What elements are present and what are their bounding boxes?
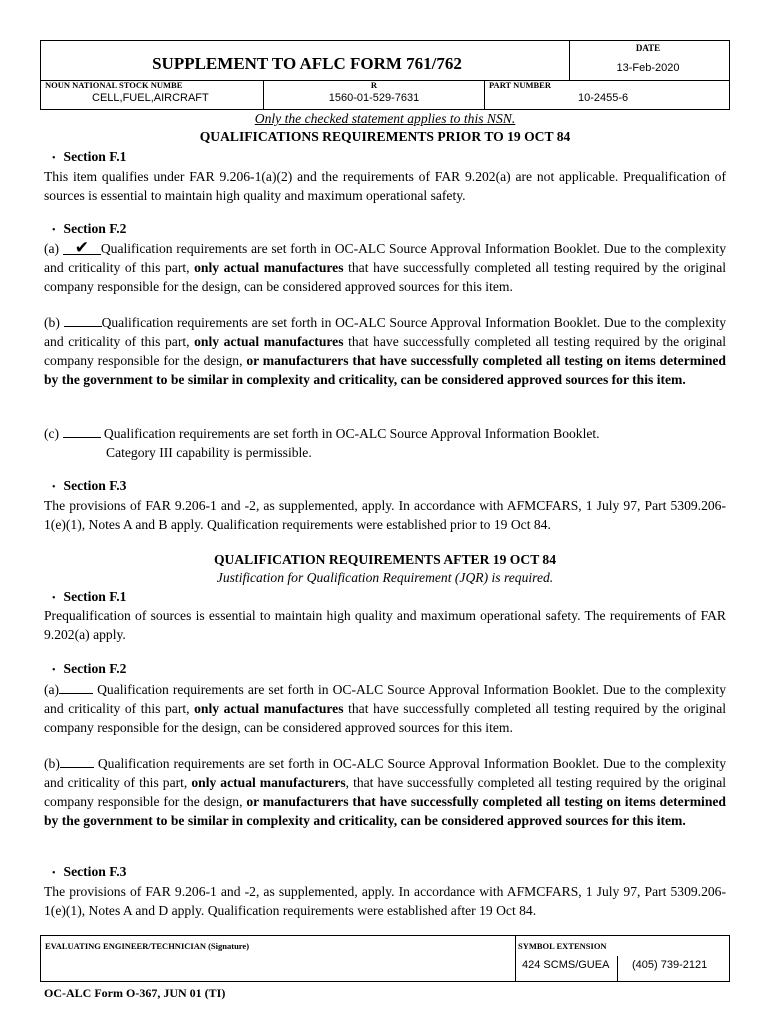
section-title: Section F.1 — [63, 149, 127, 164]
option-text: , that have successfully completed all testing required by the original company responsible for the design, — [44, 775, 726, 809]
applicability-note-text: Only the checked statement applies to this NSN. — [254, 111, 516, 126]
engineer-signature-field[interactable] — [44, 954, 512, 980]
part-number-value: 10-2455-6 — [578, 92, 629, 104]
option-bold-text: only actual manufacturers — [191, 775, 346, 790]
prior-section-f1-title — [52, 149, 126, 165]
prior-f2-option-c — [44, 424, 726, 462]
option-text-indented: Category III capability is permissible. — [106, 445, 312, 460]
option-bold-text: or manufacturers that have successfully completed all testing on items determined by the government to be similar in complexity and criticality, can be considered approved sources for this item. — [44, 353, 726, 387]
option-text: Qualification requirements are set forth in OC-ALC Source Approval Information Booklet. Due to the complexity and criticality of this part, — [44, 315, 726, 349]
option-text: Qualification requirements are set forth in OC-ALC Source Approval Information Booklet. Due to the complexity and criticality of this part, — [44, 756, 726, 790]
section-title: Section F.2 — [63, 661, 127, 676]
option-label: (a) — [44, 241, 60, 256]
option-c-checkbox[interactable] — [63, 425, 101, 438]
date-value: 13-Feb-2020 — [616, 62, 680, 74]
option-text: that have successfully completed all testing required by the original company responsible for the design, can be considered approved sources for this item. — [44, 701, 727, 735]
header-border-bottom — [40, 109, 730, 110]
symbol-extension-label: SYMBOL EXTENSION — [518, 941, 607, 951]
noun-label: NOUN NATIONAL STOCK NUMBE — [45, 80, 183, 90]
bullet-icon: • — [52, 593, 56, 604]
after-section-f3-title — [52, 864, 126, 880]
checkmark-icon: ✔ — [74, 238, 89, 257]
header-border-top — [40, 40, 730, 41]
engineer-signature-label: EVALUATING ENGINEER/TECHNICIAN (Signature) — [45, 941, 250, 951]
option-b-checkbox[interactable] — [60, 755, 94, 768]
prior-section-f3-text: The provisions of FAR 9.206-1 and -2, as supplemented, apply. In accordance with AFMCFARS, 1 July 97, Part 5309.206-1(e)(1), Notes A and B apply. Qualification requirements were established prior to 19 Oct 84. — [44, 498, 726, 532]
prior-section-f2-title — [52, 221, 126, 237]
bullet-icon: • — [52, 153, 56, 164]
section-title: Section F.3 — [63, 864, 127, 879]
after-f2-option-a — [44, 680, 726, 737]
option-text: Qualification requirements are set forth in OC-ALC Source Approval Information Booklet. Due to the complexity and criticality of this part, — [44, 241, 726, 275]
extension-divider — [617, 956, 618, 982]
footer-border-left — [40, 935, 41, 982]
after-section-f2-title — [52, 661, 126, 677]
header-border-right — [729, 40, 730, 110]
after-section-f3-text: The provisions of FAR 9.206-1 and -2, as supplemented, apply. In accordance with AFMCFARS, 1 July 97, Part 5309.206-1(e)(1), Notes A and D apply. Qualification requirements were established after 19 Oct 84. — [44, 884, 726, 918]
option-label: (a) — [44, 682, 60, 697]
option-text: Qualification requirements are set forth in OC-ALC Source Approval Information Booklet. Due to the complexity and criticality of this part, — [44, 682, 726, 716]
header-border-left — [40, 40, 41, 110]
nsn-divider — [484, 80, 485, 109]
nsn-label: R — [370, 80, 378, 90]
option-bold-text: only actual manufactures — [194, 701, 344, 716]
subheading-after: Justification for Qualification Requirement (JQR) is required. — [216, 570, 554, 585]
prior-section-f1-text: This item qualifies under FAR 9.206-1(a)(2) and the requirements of FAR 9.202(a) are not applicable. Prequalification of sources is essential to maintain high quality and maximum operational safety. — [44, 169, 726, 203]
footer-divider — [515, 935, 516, 982]
after-section-f1-text: Prequalification of sources is essential to maintain high quality and maximum operational safety. The requirements of FAR 9.202(a) apply. — [44, 608, 726, 642]
heading-after: QUALIFICATION REQUIREMENTS AFTER 19 OCT 84 — [213, 552, 557, 567]
applicability-note — [44, 111, 726, 127]
symbol-value: 424 SCMS/GUEA — [522, 959, 610, 971]
option-bold-text: only actual manufactures — [194, 334, 344, 349]
section-title: Section F.1 — [63, 589, 127, 604]
bullet-icon: • — [52, 665, 56, 676]
prior-section-f3-title — [52, 478, 126, 494]
option-text: Qualification requirements are set forth in OC-ALC Source Approval Information Booklet. — [103, 426, 600, 441]
bullet-icon: • — [52, 868, 56, 879]
after-section-f1-title — [52, 589, 126, 605]
extension-value: (405) 739-2121 — [632, 959, 708, 971]
after-f2-option-b — [44, 754, 726, 830]
option-label: (c) — [44, 426, 60, 441]
option-a-checkbox[interactable] — [59, 681, 93, 694]
nsn-value: 1560-01-529-7631 — [328, 92, 420, 104]
heading-prior: QUALIFICATIONS REQUIREMENTS PRIOR TO 19 OCT 84 — [199, 129, 571, 144]
date-label: DATE — [635, 43, 661, 53]
prior-f2-option-b — [44, 313, 726, 389]
option-text: that have successfully completed all testing required by the original company responsible for the design, — [44, 334, 727, 368]
option-label: (b) — [44, 315, 60, 330]
section-title: Section F.3 — [63, 478, 127, 493]
footer-border-top — [40, 935, 730, 936]
option-label: (b) — [44, 756, 60, 771]
footer-border-right — [729, 935, 730, 982]
noun-value: CELL,FUEL,AIRCRAFT — [92, 92, 209, 104]
form-title: SUPPLEMENT TO AFLC FORM 761/762 — [152, 54, 462, 73]
option-b-checkbox[interactable] — [64, 314, 102, 327]
part-number-label: PART NUMBER — [489, 80, 551, 90]
option-a-checkbox[interactable] — [63, 238, 101, 257]
bullet-icon: • — [52, 225, 56, 236]
option-bold-text: only actual manufactures — [194, 260, 344, 275]
option-text: that have successfully completed all testing required by the original company responsible for the design, can be considered approved sources for this item. — [44, 260, 727, 294]
footer-border-bottom — [40, 981, 730, 982]
form-identifier: OC-ALC Form O-367, JUN 01 (TI) — [44, 986, 226, 1000]
bullet-icon: • — [52, 482, 56, 493]
prior-f2-option-a — [44, 239, 726, 296]
option-bold-text: or manufacturers that have successfully completed all testing on items determined by the government to be similar in complexity and criticality, can be considered approved sources for this item. — [44, 794, 726, 828]
section-title: Section F.2 — [63, 221, 127, 236]
